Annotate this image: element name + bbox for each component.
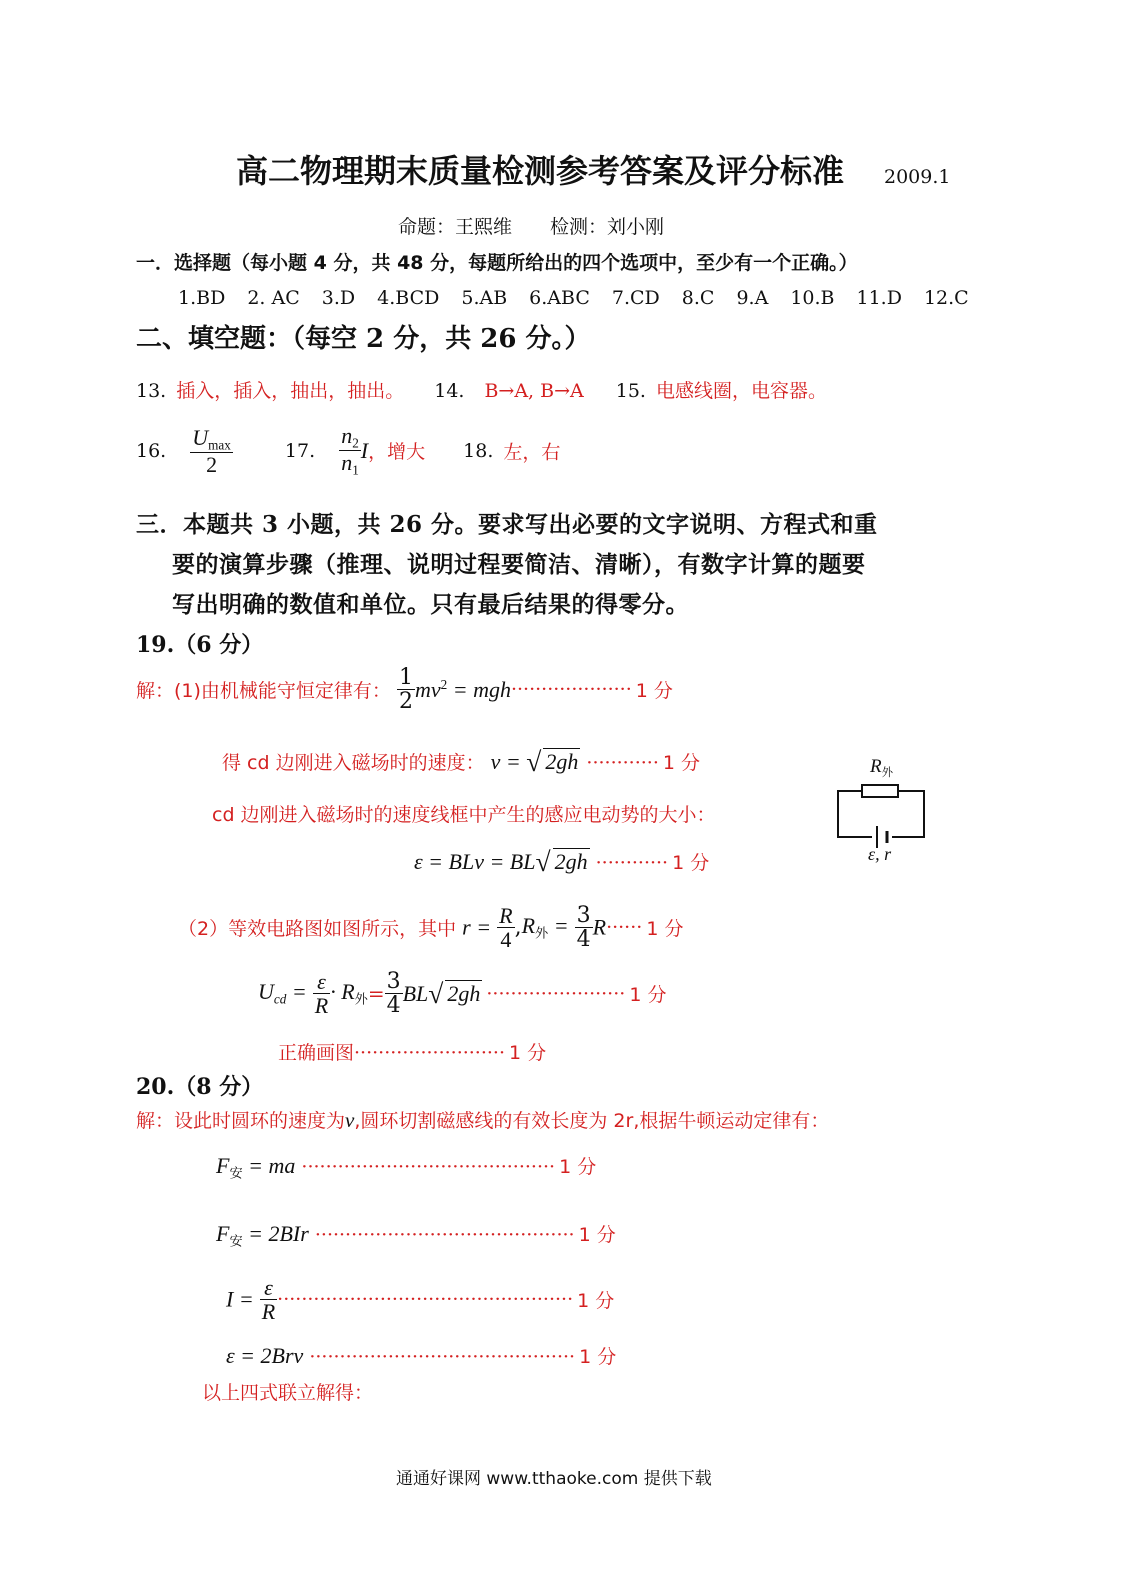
q19-l1-eq: $mv^2$ = mgh: [414, 676, 511, 702]
q16-answer-fraction: [190, 426, 233, 477]
q19-line-7: [278, 1038, 546, 1065]
q19-l1-text: 解：(1)由机械能守恒定律有：: [136, 680, 391, 703]
q17-ratio-fraction: [339, 424, 361, 478]
section-3-heading-line-3: 写出明确的数值和单位。只有最后结果的得零分。: [172, 591, 689, 618]
q16-number: 16.: [136, 439, 167, 462]
q15-answer: 电感线圈，电容器。: [655, 380, 827, 402]
title-date: 2009.1: [884, 166, 951, 188]
q20-e1-F: $F_安$ = ma: [216, 1153, 296, 1182]
resistor-symbol: [862, 785, 898, 797]
q20-eq-1: [216, 1152, 596, 1182]
q16-U: U: [192, 424, 209, 450]
authors-line: 命题：王熙维 检测：刘小刚: [398, 216, 665, 238]
q20-e3-dots: ·················································: [277, 1288, 574, 1311]
q19-l6-Rw: · $R_外$: [330, 979, 368, 1008]
q20-l1-text: 解：设此时圆环的速度为: [136, 1110, 346, 1132]
q19-line-3: cd 边刚进入磁场时的速度线框中产生的感应电动势的大小：: [212, 804, 716, 826]
q19-l6-frac-eps: $\frac{\varepsilon}{R}$: [314, 969, 329, 1019]
q19-l1-dots: ····················: [510, 678, 632, 701]
q13-number: 13.: [136, 380, 167, 402]
q19-l6-U: $U_{cd}$ =: [258, 979, 307, 1007]
q16-18-row: [136, 424, 560, 478]
circuit-resistor-label: $R_外$: [870, 756, 894, 779]
answer-7: 7.CD: [611, 287, 660, 309]
q18-number: 18.: [463, 439, 494, 462]
q19-l2-dots: ············: [586, 752, 659, 774]
circuit-source-label: ε, r: [868, 844, 892, 864]
q20-e4-eq: ε = 2Brv: [226, 1343, 304, 1368]
choice-answers: [178, 287, 969, 309]
q19-l2-text: 得 cd 边刚进入磁场时的速度：: [222, 752, 485, 774]
q19-l7-dots: ·························: [354, 1042, 506, 1064]
q19-l6-BL: BL√ 2gh: [402, 977, 481, 1009]
q19-l1-half: $\frac{1}{2}$: [398, 665, 413, 715]
q17-n2: n: [341, 423, 353, 448]
section-3-heading-line-1: 三．本题共 3 小题，共 26 分。要求写出必要的文字说明、方程式和重: [136, 511, 878, 538]
q19-l7-score: 1 分: [509, 1042, 547, 1064]
q19-l6-frac-34: $\frac{3}{4}$: [386, 969, 401, 1019]
section-1-heading: 一．选择题（每小题 4 分，共 48 分，每题所给出的四个选项中，至少有一个正确。）: [136, 252, 858, 274]
q19-l5-frac-34: $\frac{3}{4}$: [576, 903, 591, 953]
q17-n2-sub: 2: [352, 435, 359, 451]
answer-3: 3.D: [321, 287, 356, 309]
q19-l2-eq: v = √ 2gh: [490, 746, 579, 777]
q20-e1-score: 1 分: [559, 1156, 597, 1178]
q19-l4-score: 1 分: [672, 852, 710, 874]
q20-e2-F: $F_安 = 2BIr$: [216, 1221, 309, 1250]
q15-number: 15.: [615, 380, 646, 402]
q17-n1: n: [341, 450, 353, 476]
q18-answer: 左，右: [503, 441, 561, 464]
q20-e3-frac: $\frac{\varepsilon}{R}$: [261, 1275, 276, 1325]
section-3-heading-line-2: 要的演算步骤（推理、说明过程要简洁、清晰），有数字计算的题要: [172, 551, 866, 578]
q19-l2-score: 1 分: [662, 752, 701, 774]
q19-l5-text: （2）等效电路图如图所示，其中: [178, 918, 457, 941]
q19-l6-dots: ·······················: [486, 982, 626, 1005]
q19-l5-r: r =: [462, 914, 492, 940]
q20-line-1: [136, 1106, 829, 1133]
q20-eq-2: [216, 1220, 616, 1250]
q19-l6-score: 1 分: [629, 984, 667, 1007]
q17-answer: ，增大: [368, 441, 426, 464]
q19-l5-dots: ······: [606, 916, 643, 939]
q20-e1-dots: ··········································: [301, 1156, 556, 1178]
answer-4: 4.BCD: [377, 287, 440, 309]
q20-e4-score: 1 分: [579, 1346, 617, 1368]
q20-e2-score: 1 分: [578, 1224, 616, 1246]
q19-line-1: [136, 666, 673, 713]
q20-eq-3: [226, 1276, 614, 1323]
page-title: 高二物理期末质量检测参考答案及评分标准: [236, 152, 845, 190]
q16-U-sub: max: [208, 437, 231, 453]
q20-e3-I: I =: [226, 1286, 254, 1312]
q19-line-4: [414, 846, 709, 878]
answer-1: 1.BD: [178, 287, 226, 309]
answer-2: 2. AC: [247, 287, 300, 309]
q20-e4-dots: ············································: [309, 1346, 576, 1368]
equivalent-circuit: [832, 756, 932, 866]
q19-line-6: $U_{cd}$ = $\frac{\varepsilon}{R}$ · $R_外=$ $\frac{3}{4}$ BL√ 2gh ······················· 1 分: [258, 969, 667, 1019]
q19-l7-text: 正确画图: [278, 1042, 355, 1064]
q17-n1-sub: 1: [352, 463, 359, 479]
q20-eq-4: [226, 1342, 616, 1369]
q20-l1-v: v: [345, 1108, 355, 1132]
q20-l1-text2: ,圆环切割磁感线的有效长度为 2r,根据牛顿运动定律有：: [354, 1110, 830, 1132]
q13-row: [136, 376, 827, 403]
answer-9: 9.A: [736, 287, 769, 309]
q20-conclusion: 以上四式联立解得：: [202, 1382, 374, 1404]
answer-10: 10.B: [790, 287, 835, 309]
answer-12: 12.C: [923, 287, 969, 309]
answer-5: 5.AB: [461, 287, 508, 309]
q19-line-5: （2）等效电路图如图所示，其中 r = $\frac{R}{4}$ $,R_外$ = $\frac{3}{4}$ R······ 1 分: [178, 903, 684, 953]
q19-line-2: [222, 746, 700, 778]
section-2-heading: 二、填空题：（每空 2 分，共 26 分。）: [136, 324, 591, 354]
q20-e2-dots: ···········································: [314, 1224, 575, 1246]
q19-l1-score: 1 分: [635, 680, 673, 703]
q19-l5-frac-r: $\frac{R}{4}$: [499, 903, 513, 953]
q19-l4-eq: ε = BLv = BL√ 2gh: [414, 846, 588, 877]
q19-l5-Rw: $R_外$ =: [521, 913, 569, 942]
answer-11: 11.D: [856, 287, 902, 309]
answer-6: 6.ABC: [529, 287, 590, 309]
q17-I: I: [360, 437, 369, 463]
q20-title: 20.（8 分）: [136, 1074, 264, 1100]
q14-number: 14.: [434, 380, 465, 402]
q16-denominator: 2: [206, 452, 218, 478]
q13-answer: 插入，插入，抽出，抽出。: [176, 380, 405, 402]
q20-e3-score: 1 分: [577, 1290, 615, 1313]
q19-l4-dots: ············: [595, 852, 669, 874]
q19-l5-score: 1 分: [646, 918, 684, 941]
answer-8: 8.C: [681, 287, 715, 309]
q17-number: 17.: [284, 439, 316, 462]
page-footer: 通通好课网 www.tthaoke.com 提供下载: [396, 1469, 712, 1489]
q14-answer: B→A, B→A: [484, 380, 584, 402]
q19-title: 19.（6 分）: [136, 632, 264, 658]
